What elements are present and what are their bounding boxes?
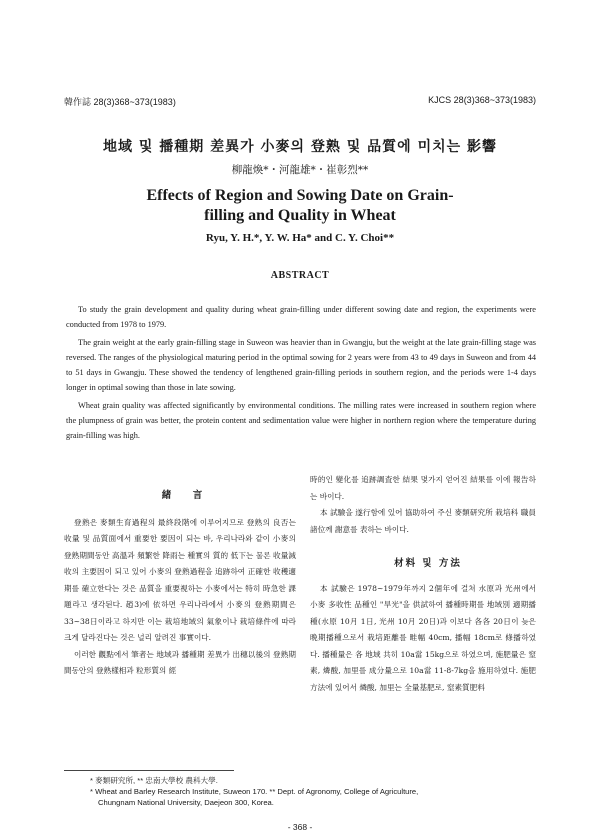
body-paragraph: 本 試驗은 1978~1979年까지 2個年에 걸쳐 水原과 光州에서 小麥 多收性 品種인 "旱光"을 供試하여 播種時期를 地域別 適期播種(水原 10月 1日, 光州 10月 20日)과 이보다 各各 20日이 늦은 晩期播種으로서 栽培距離를 畦幅 40cm, 播幅 18cm로 條播하였다. 播種量은 各 地域 共히 10a當 15kg으로 하였으며, 施肥量은 窒素, 燐酸, 加里를 成分量으로 10a當 11-8-7kg을 施用하였다. 施肥方法에 있어서 燐酸, 加里는 全量基肥로, 窒素質肥料 [310, 583, 536, 692]
footnote-en-2: Chungnam National University, Daejeon 300, Korea. [98, 798, 274, 807]
title-korean: 地域 및 播種期 差異가 小麥의 登熟 및 品質에 미치는 影響 [102, 139, 498, 155]
section-heading-introduction: 緒 言 [161, 490, 209, 501]
section-heading-methods: 材料 및 方法 [394, 558, 462, 569]
authors-korean: 柳龍煥*・河龍雄*・崔彰烈** [231, 164, 369, 176]
body-paragraph: 本 試驗을 遂行함에 있어 協助하여 주신 麥類研究所 栽培科 職員諸位께 謝意를 表하는 바이다. [310, 508, 536, 534]
abstract-body [66, 302, 536, 446]
footnote-kr: * 麥類研究所, ** 忠南大學校 農科大學. [90, 776, 218, 785]
body-paragraph: 이러한 觀點에서 筆者는 地域과 播種期 差異가 出穗以後의 登熟期間동안의 登熟樣相과 粒形質의 經 [64, 649, 296, 675]
left-column [64, 488, 296, 680]
title-english-line-2: filling and Quality in Wheat [204, 207, 396, 224]
abstract-paragraph: To study the grain development and quality during wheat grain-filling under different sowing date and region, the experiments were conducted from 1978 to 1979. [66, 305, 536, 329]
footnote-en-1: * Wheat and Barley Research Institute, Suweon 170. ** Dept. of Agronomy, College of Agriculture, [90, 787, 419, 796]
journal-citation-kr: 韓作誌 28(3)368~373(1983) [64, 97, 176, 107]
page-number: - 368 - [287, 822, 313, 832]
body-paragraph: 時的인 變化를 追跡調査한 結果 몇가지 얻어진 結果를 이에 報告하는 바이다. [310, 475, 536, 501]
abstract-paragraph: Wheat grain quality was affected significantly by environmental conditions. The milling rates were increased in southern region where the plumpness of grain was better, the protein content and sedimentation value were higher in northern region where the temperature during grain-filling was high. [66, 401, 536, 440]
title-english [0, 186, 600, 226]
abstract-heading: ABSTRACT [270, 270, 330, 281]
authors-english: Ryu, Y. H.*, Y. W. Ha* and C. Y. Choi** [205, 232, 395, 244]
journal-citation-en: KJCS 28(3)368~373(1983) [428, 95, 536, 105]
title-english-line-1: Effects of Region and Sowing Date on Grain- [146, 187, 454, 204]
footnote-rule [64, 770, 234, 771]
right-column [310, 472, 536, 696]
footnotes [90, 775, 520, 808]
abstract-paragraph: The grain weight at the early grain-filling stage in Suweon was heavier than in Gwangju, but the weight at the late grain-filling stage was reversed. The ranges of the physiological maturing period in the optimal sowing for 2 years were from 43 to 49 days in Suweon and from 44 to 51 days in Gwangju. These showed the tendency of lengthened grain-filling periods in southern region, and the periods were 1-4 days longer in optimal sowing than those in late sowing. [66, 338, 536, 392]
body-paragraph: 登熟은 麥類生育過程의 最終段階에 이루어지므로 登熟의 良否는 收量 및 品質面에서 重要한 要因이 되는 바, 우리나라와 같이 小麥의 登熟期間동안 高溫과 頻繁한 降雨는 種實의 質的 低下는 물론 收量減收의 主要因이 되고 있어 小麥의 登熟過程을 追跡하여 正確한 收穫適期를 確立한다는 것은 品質을 重要視하는 小麥에서는 特히 時急한 課題라고 생각된다. 趙3)에 依하면 우리나라에서 小麥의 登熟期間은 33~38日이라고 하지만 이는 栽培地域의 氣象이나 栽培條件에 따라 크게 달라진다는 것은 널리 알려진 事實이다. [64, 517, 296, 642]
